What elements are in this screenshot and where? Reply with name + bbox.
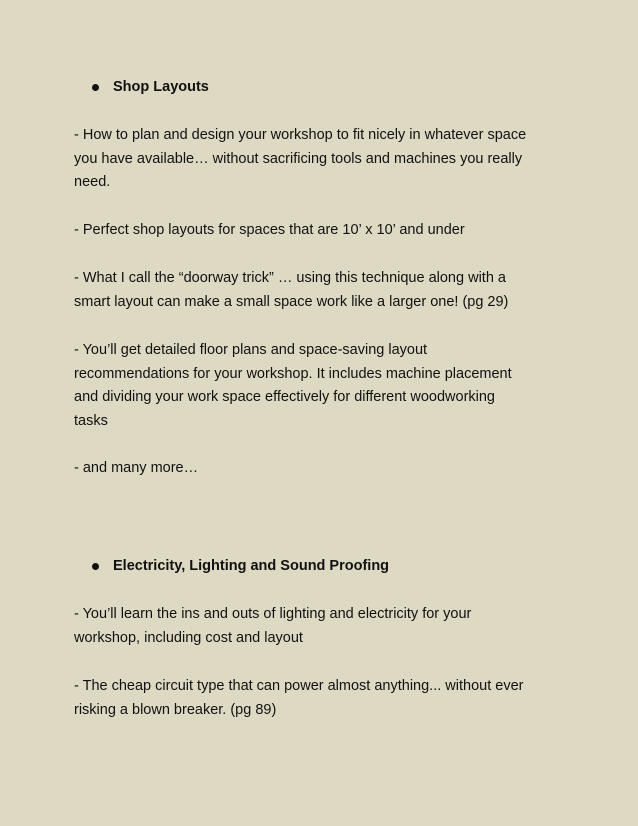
text-line: - Perfect shop layouts for spaces that are 10’ x 10’ and under	[74, 222, 465, 238]
text-line: - You’ll learn the ins and outs of lighting and electricity for your	[74, 606, 472, 622]
text-line: and dividing your work space effectively for different woodworking	[74, 389, 495, 405]
paragraph-plan-design	[74, 124, 574, 195]
text-line: - You’ll get detailed floor plans and space-saving layout	[74, 342, 428, 358]
text-line: - What I call the “doorway trick” … using this technique along with a	[74, 270, 506, 286]
text-line: need.	[74, 174, 111, 190]
heading-text: Shop Layouts	[113, 79, 209, 95]
section-heading-electricity	[92, 555, 389, 577]
paragraph-floor-plans	[74, 339, 574, 433]
text-line: tasks	[74, 412, 108, 429]
section-heading-shop-layouts	[92, 76, 209, 98]
text-line: risking a blown breaker. (pg 89)	[74, 701, 277, 718]
text-line: you have available… without sacrificing tools and machines you really	[74, 150, 523, 167]
text-line: recommendations for your workshop. It includes machine placement	[74, 365, 512, 382]
text-line: - and many more…	[74, 460, 199, 476]
bullet-icon	[92, 84, 99, 91]
bullet-icon	[92, 563, 99, 570]
paragraph-circuit-type	[74, 675, 574, 722]
paragraph-doorway-trick	[74, 267, 574, 314]
text-line: smart layout can make a small space work like a larger one! (pg 29)	[74, 293, 509, 310]
paragraph-many-more	[74, 457, 574, 481]
text-line: workshop, including cost and layout	[74, 629, 303, 646]
paragraph-perfect-layouts	[74, 219, 574, 243]
paragraph-lighting-electricity	[74, 603, 574, 650]
text-line: - How to plan and design your workshop to fit nicely in whatever space	[74, 127, 527, 143]
heading-text: Electricity, Lighting and Sound Proofing	[113, 558, 390, 574]
text-line: - The cheap circuit type that can power almost anything... without ever	[74, 678, 524, 694]
